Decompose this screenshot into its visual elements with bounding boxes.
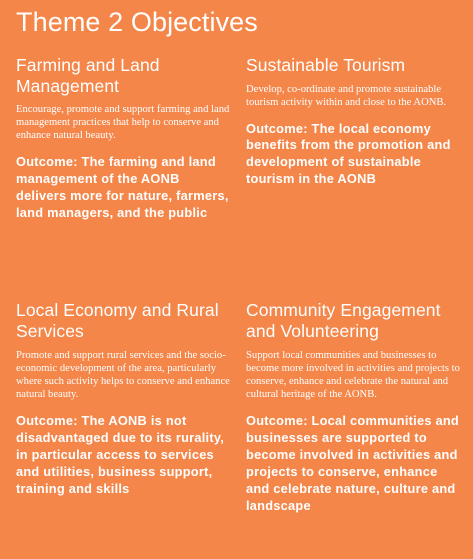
objective-heading: Local Economy and Rural Services: [16, 300, 219, 342]
objective-heading: Sustainable Tourism: [246, 55, 406, 75]
objective-heading: Farming and Land Management: [16, 55, 160, 97]
objective-outcome: Outcome: The local economy benefits from the promotion and development of sustainable tourism in the AONB: [246, 120, 451, 187]
objective-card-community: [246, 300, 460, 515]
objective-description: Promote and support rural services and the socio-economic development of the area, particularly where such activity helps to conserve and enhance natural beauty.: [16, 349, 230, 401]
objective-outcome: Outcome: The AONB is not disadvantaged due to its rurality, in particular access to services and utilities, business support, training and skills: [16, 413, 225, 496]
objective-outcome: Outcome: The farming and land management of the AONB delivers more for nature, farmers, land managers, and the public: [16, 154, 229, 220]
objective-card-farming: [16, 55, 230, 222]
page-title: Theme 2 Objectives: [16, 7, 258, 37]
objective-description: Encourage, promote and support farming and land management practices that help to conserve and enhance natural beauty.: [16, 103, 230, 141]
objective-description: Support local communities and businesses to become more involved in activities and projects to conserve, enhance and celebrate the natural and cultural heritage of the AONB.: [246, 349, 460, 401]
objective-outcome: Outcome: Local communities and businesses are supported to become involved in activities and projects to conserve, enhance and celebrate nature, culture and landscape: [246, 413, 459, 513]
objective-heading: Community Engagement and Volunteering: [246, 300, 441, 342]
objective-card-tourism: [246, 55, 460, 188]
objective-card-local-economy: [16, 300, 230, 498]
objective-description: Develop, co-ordinate and promote sustainable tourism activity within and close to the AONB.: [246, 84, 447, 109]
